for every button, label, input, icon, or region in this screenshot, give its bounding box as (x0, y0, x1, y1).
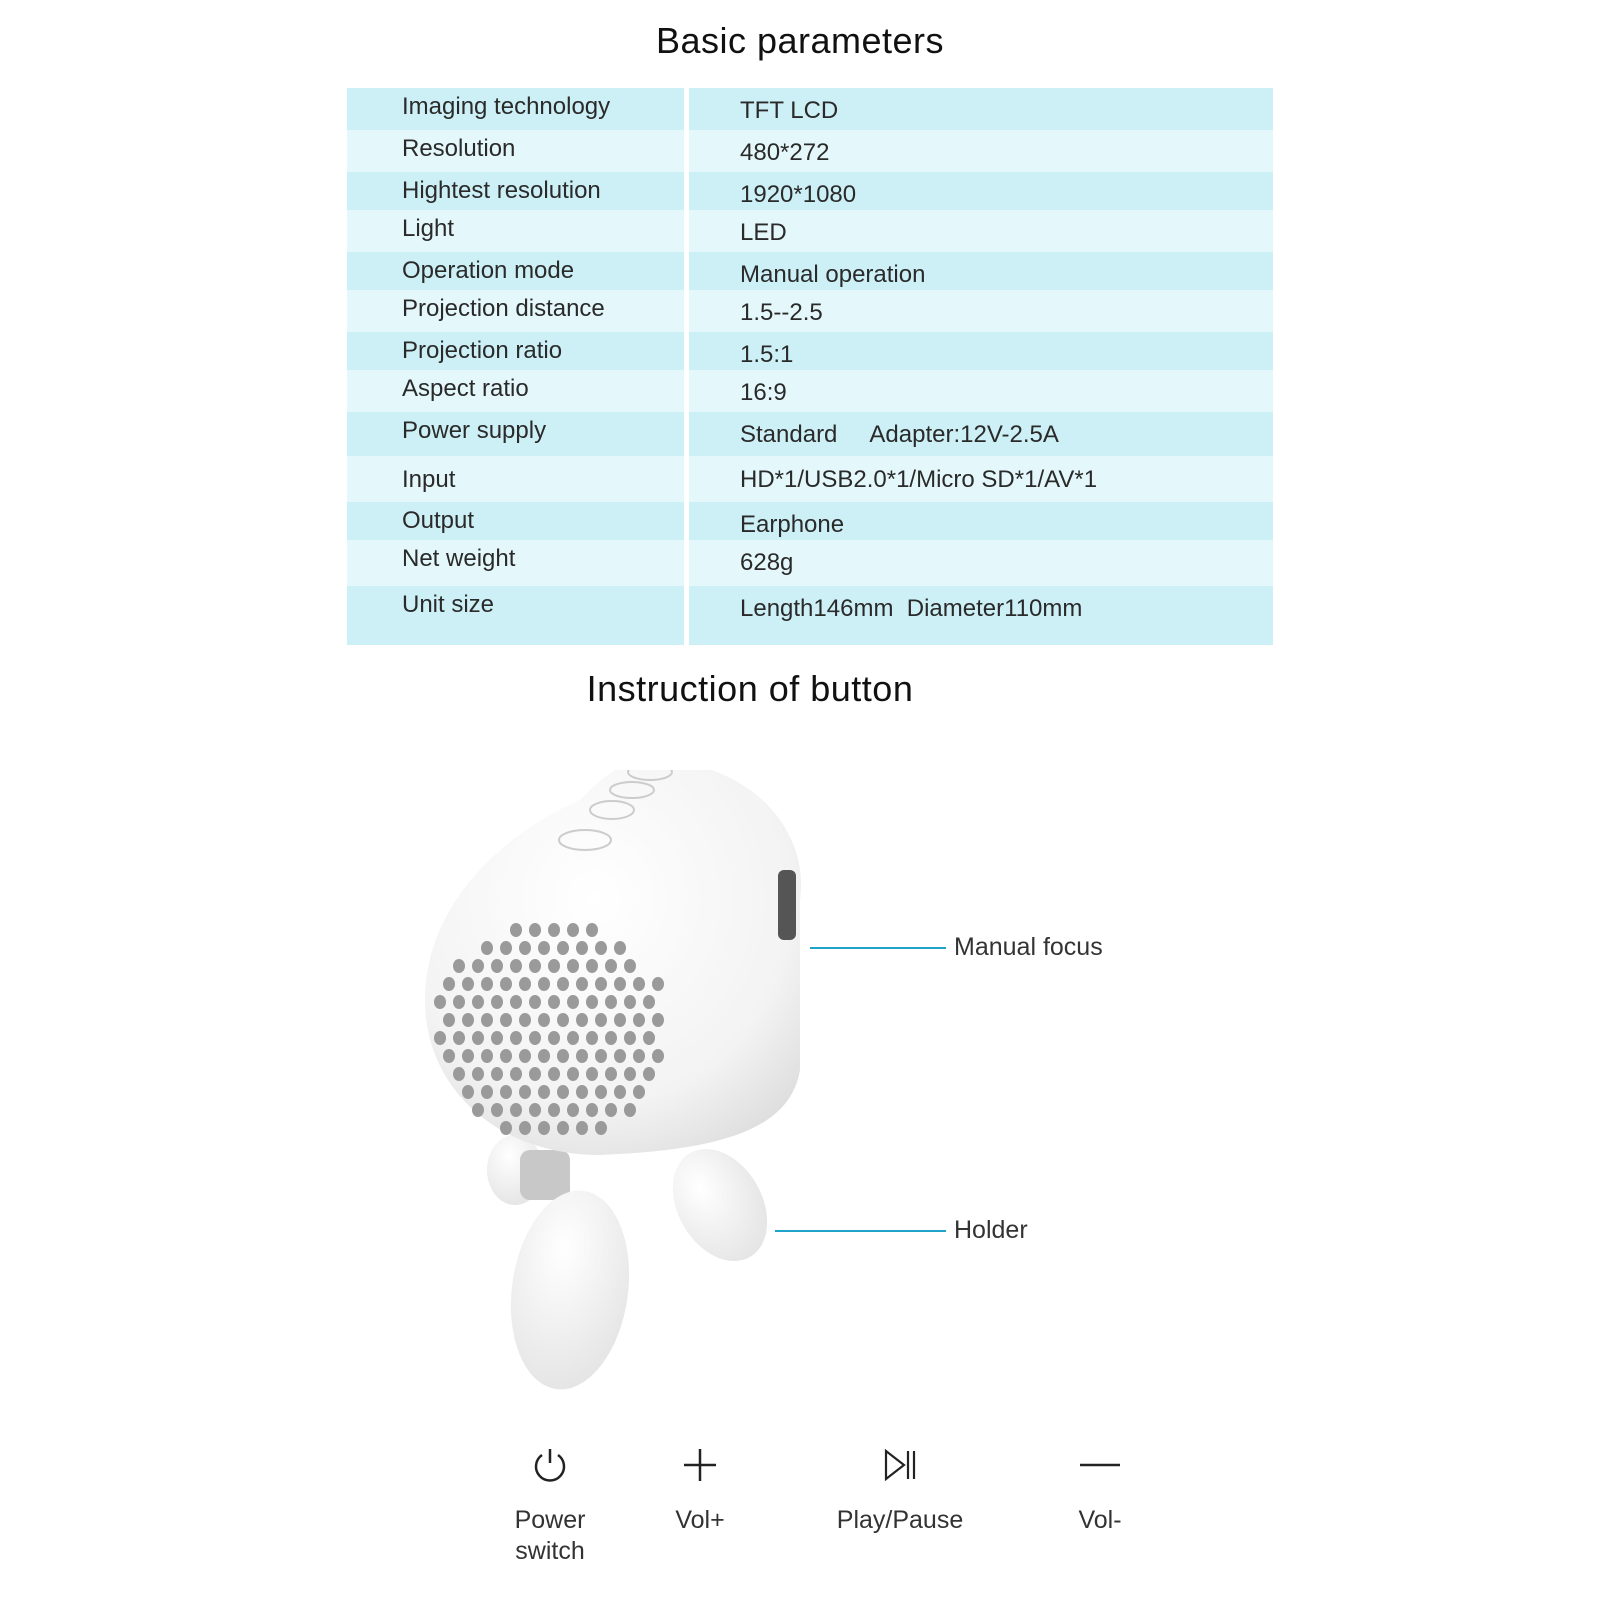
spec-value: Length146mm Diameter110mm (740, 595, 1083, 622)
grille-hole (529, 1031, 541, 1045)
grille-hole (510, 959, 522, 973)
grille-hole (462, 1013, 474, 1027)
grille-hole (652, 977, 664, 991)
spec-row (347, 456, 1273, 502)
power-label-line2: switch (515, 1537, 585, 1565)
grille-hole (500, 977, 512, 991)
grille-hole (652, 1013, 664, 1027)
spec-label: Imaging technology (402, 93, 611, 120)
grille-hole (453, 1067, 465, 1081)
grille-hole (614, 1049, 626, 1063)
grille-hole (605, 995, 617, 1009)
grille-hole (434, 995, 446, 1009)
grille-hole (491, 1103, 503, 1117)
grille-hole (529, 1067, 541, 1081)
spec-value: 480*272 (740, 139, 830, 166)
minus-icon (1078, 1445, 1122, 1485)
grille-hole (557, 941, 569, 955)
grille-hole (557, 1121, 569, 1135)
grille-hole (443, 1049, 455, 1063)
grille-hole (453, 995, 465, 1009)
grille-hole (548, 959, 560, 973)
grille-hole (595, 1049, 607, 1063)
grille-hole (576, 1085, 588, 1099)
grille-hole (595, 1121, 607, 1135)
vol-up-item (655, 1445, 745, 1536)
grille-hole (567, 1031, 579, 1045)
grille-hole (472, 1103, 484, 1117)
grille-hole (510, 1067, 522, 1081)
spec-label: Output (402, 507, 475, 534)
grille-hole (529, 995, 541, 1009)
grille-hole (614, 1085, 626, 1099)
grille-hole (519, 941, 531, 955)
grille-hole (633, 1013, 645, 1027)
manual-focus-label: Manual focus (954, 933, 1103, 961)
power-label-line1: Power (514, 1506, 586, 1534)
grille-hole (472, 959, 484, 973)
grille-hole (529, 923, 541, 937)
spec-row (347, 290, 1273, 332)
grille-hole (500, 1013, 512, 1027)
grille-hole (586, 1103, 598, 1117)
grille-hole (633, 977, 645, 991)
grille-hole (491, 1031, 503, 1045)
power-icon (530, 1445, 570, 1485)
spec-value: LED (740, 219, 787, 246)
spec-value: Manual operation (740, 261, 926, 288)
grille-hole (605, 959, 617, 973)
grille-hole (576, 977, 588, 991)
grille-hole (443, 1013, 455, 1027)
spec-value: TFT LCD (740, 97, 839, 124)
grille-hole (500, 941, 512, 955)
grille-hole (500, 1049, 512, 1063)
grille-hole (567, 1103, 579, 1117)
grille-hole (510, 923, 522, 937)
spec-row (347, 540, 1273, 586)
grille-hole (586, 1067, 598, 1081)
holder-callout-line (775, 1230, 946, 1232)
grille-hole (595, 977, 607, 991)
spec-value: 1.5:1 (740, 341, 794, 368)
spec-row (347, 88, 1273, 130)
grille-hole (462, 1049, 474, 1063)
grille-hole (624, 1031, 636, 1045)
grille-hole (605, 1103, 617, 1117)
grille-hole (500, 1121, 512, 1135)
grille-hole (633, 1049, 645, 1063)
grille-hole (595, 941, 607, 955)
spec-row (347, 412, 1273, 456)
spec-row (347, 502, 1273, 540)
grille-hole (576, 1013, 588, 1027)
grille-hole (567, 1067, 579, 1081)
grille-hole (500, 1085, 512, 1099)
grille-hole (614, 1013, 626, 1027)
grille-hole (586, 959, 598, 973)
grille-hole (652, 1049, 664, 1063)
spec-row (347, 210, 1273, 252)
grille-hole (548, 995, 560, 1009)
table-column-divider (684, 88, 689, 645)
spec-value: 1920*1080 (740, 181, 857, 208)
grille-hole (519, 1049, 531, 1063)
grille-hole (586, 1031, 598, 1045)
spec-value: Earphone (740, 511, 845, 538)
grille-hole (538, 977, 550, 991)
grille-hole (586, 995, 598, 1009)
spec-value: 628g (740, 549, 794, 576)
grille-hole (462, 977, 474, 991)
grille-hole (519, 1013, 531, 1027)
spec-label: Projection distance (402, 295, 605, 322)
grille-hole (538, 1013, 550, 1027)
spec-row (347, 252, 1273, 290)
grille-hole (643, 1067, 655, 1081)
play-pause-item (830, 1445, 970, 1536)
grille-hole (595, 1085, 607, 1099)
grille-hole (576, 1121, 588, 1135)
spec-label: Projection ratio (402, 337, 563, 364)
spec-value: 16:9 (740, 379, 787, 406)
grille-hole (510, 995, 522, 1009)
focus-callout-line (810, 947, 946, 949)
spec-value: Standard Adapter:12V-2.5A (740, 421, 1059, 448)
spec-row (347, 586, 1273, 645)
grille-hole (624, 1103, 636, 1117)
grille-hole (643, 1031, 655, 1045)
grille-hole (453, 1031, 465, 1045)
play-pause-icon (880, 1445, 920, 1485)
grille-hole (472, 1067, 484, 1081)
grille-hole (624, 1067, 636, 1081)
instruction-title: Instruction of button (586, 668, 914, 709)
grille-hole (557, 1085, 569, 1099)
grille-hole (595, 1013, 607, 1027)
grille-hole (538, 1049, 550, 1063)
spec-label: Hightest resolution (402, 177, 601, 204)
spec-label: Light (402, 215, 455, 242)
grille-hole (462, 1085, 474, 1099)
plus-icon (680, 1445, 720, 1485)
grille-hole (643, 995, 655, 1009)
grille-hole (529, 959, 541, 973)
grille-hole (605, 1067, 617, 1081)
spec-row (347, 332, 1273, 370)
grille-hole (557, 1049, 569, 1063)
projector-illustration (420, 770, 840, 1410)
grille-hole (557, 977, 569, 991)
grille-hole (510, 1031, 522, 1045)
spec-label: Resolution (402, 135, 516, 162)
grille-hole (519, 1121, 531, 1135)
spec-row (347, 130, 1273, 172)
grille-hole (434, 1031, 446, 1045)
grille-hole (481, 1049, 493, 1063)
grille-hole (548, 1067, 560, 1081)
grille-hole (481, 1013, 493, 1027)
basic-parameters-title: Basic parameters (655, 20, 945, 61)
grille-hole (567, 923, 579, 937)
grille-hole (538, 941, 550, 955)
vol-down-item (1055, 1445, 1145, 1536)
spec-table (347, 88, 1273, 645)
grille-hole (472, 1031, 484, 1045)
grille-hole (491, 1067, 503, 1081)
grille-hole (614, 977, 626, 991)
grille-hole (538, 1085, 550, 1099)
grille-hole (491, 995, 503, 1009)
grille-hole (538, 1121, 550, 1135)
spec-label: Power supply (402, 417, 547, 444)
holder-label: Holder (954, 1216, 1028, 1244)
grille-hole (529, 1103, 541, 1117)
grille-hole (605, 1031, 617, 1045)
grille-hole (443, 977, 455, 991)
spec-label: Unit size (402, 591, 495, 618)
spec-row (347, 172, 1273, 210)
grille-hole (548, 1031, 560, 1045)
grille-hole (481, 1085, 493, 1099)
vol-down-label: Vol- (1078, 1506, 1122, 1534)
spec-value: HD*1/USB2.0*1/Micro SD*1/AV*1 (740, 466, 1098, 493)
spec-value: 1.5--2.5 (740, 299, 823, 326)
power-switch-item (500, 1445, 600, 1567)
grille-hole (472, 995, 484, 1009)
grille-hole (624, 959, 636, 973)
grille-hole (548, 1103, 560, 1117)
grille-hole (481, 941, 493, 955)
grille-hole (633, 1085, 645, 1099)
grille-hole (576, 1049, 588, 1063)
grille-hole (481, 977, 493, 991)
play-pause-label: Play/Pause (836, 1506, 964, 1534)
vol-up-label: Vol+ (675, 1506, 725, 1534)
grille-hole (624, 995, 636, 1009)
grille-hole (567, 995, 579, 1009)
grille-hole (557, 1013, 569, 1027)
spec-label: Net weight (402, 545, 516, 572)
grille-hole (548, 923, 560, 937)
grille-hole (586, 923, 598, 937)
grille-hole (567, 959, 579, 973)
spec-label: Aspect ratio (402, 375, 529, 402)
grille-hole (453, 959, 465, 973)
spec-row (347, 370, 1273, 412)
grille-hole (491, 959, 503, 973)
grille-hole (519, 1085, 531, 1099)
grille-hole (510, 1103, 522, 1117)
grille-hole (519, 977, 531, 991)
grille-hole (576, 941, 588, 955)
grille-hole (614, 941, 626, 955)
spec-label: Input (402, 466, 456, 493)
spec-label: Operation mode (402, 257, 575, 284)
